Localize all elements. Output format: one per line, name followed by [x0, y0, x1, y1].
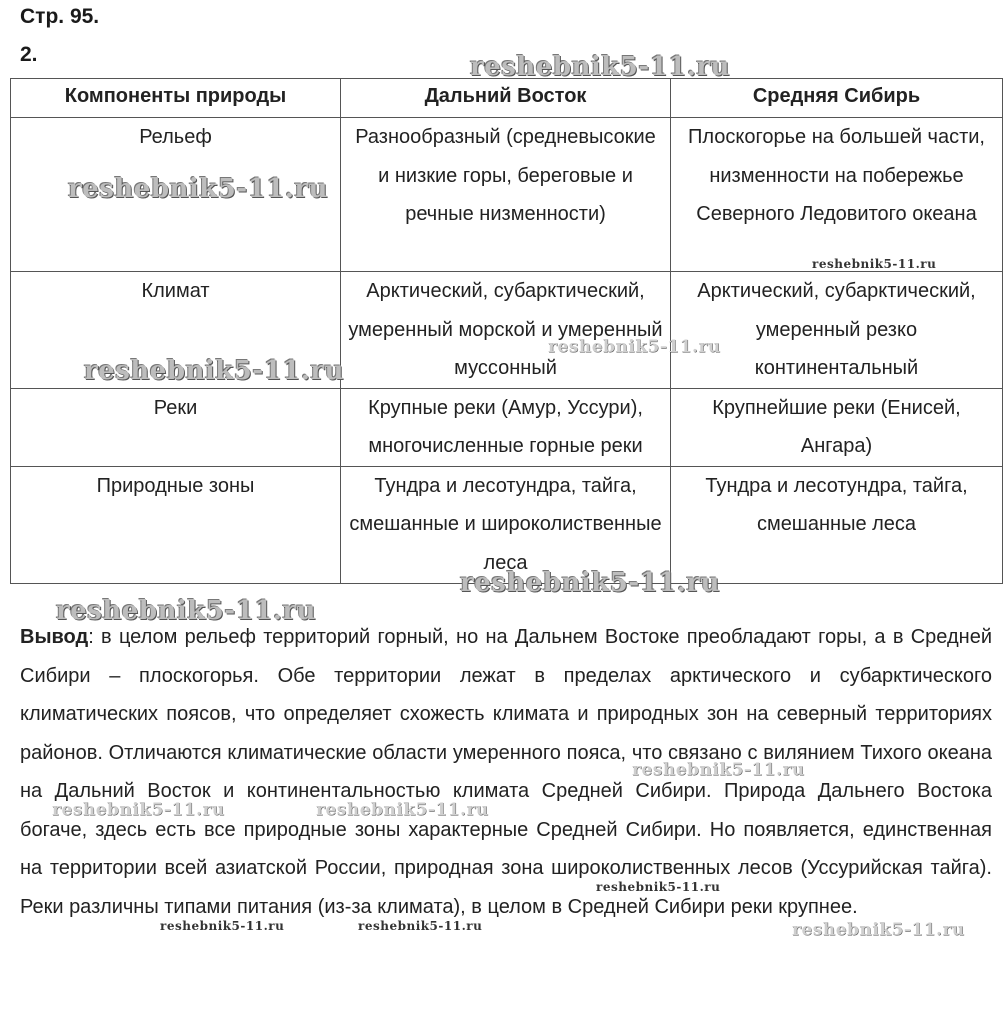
conclusion-paragraph: [20, 618, 992, 926]
watermark: reshebnik5-11.ru: [160, 919, 285, 933]
watermark: reshebnik5-11.ru: [632, 760, 805, 780]
column-header: Средняя Сибирь: [671, 79, 1003, 118]
comparison-table: [10, 78, 1003, 584]
watermark: reshebnik5-11.ru: [470, 52, 731, 82]
table-header-row: [11, 79, 1003, 118]
watermark: reshebnik5-11.ru: [56, 596, 317, 626]
table-cell: Тундра и лесотундра, тайга, смешанные и широколиственные леса: [341, 466, 671, 583]
table-cell: Природные зоны: [11, 466, 341, 583]
watermark: reshebnik5-11.ru: [812, 257, 937, 271]
table-row: [11, 272, 1003, 389]
table-cell: Плоскогорье на большей части, низменности на побережье Северного Ледовитого океана: [671, 118, 1003, 272]
table-row: [11, 466, 1003, 583]
watermark: reshebnik5-11.ru: [68, 174, 329, 204]
watermark: reshebnik5-11.ru: [596, 880, 721, 894]
watermark: reshebnik5-11.ru: [358, 919, 483, 933]
table-cell: Крупные реки (Амур, Уссури), многочисленные горные реки: [341, 388, 671, 466]
table-cell: Арктический, субарктический, умеренный морской и умеренный муссонный: [341, 272, 671, 389]
table-cell: Разнообразный (средневысокие и низкие горы, береговые и речные низменности): [341, 118, 671, 272]
watermark: reshebnik5-11.ru: [460, 568, 721, 598]
page-reference: Стр. 95.: [20, 5, 100, 28]
conclusion-text: : в целом рельеф территорий горный, но на Дальнем Востоке преобладают горы, а в Средней Сибири – плоскогорья. Обе территории лежат в пределах арктического и субарктического климатических поясов, что определяет схожесть климата и природных зон на северный территориях районов. Отличаются климатические области умеренного пояса, что связано с вилянием Тихого океана на Дальний Восток и континентальностью климата Средней Сибири. Природа Дальнего Востока богаче, здесь есть все природные зоны характерные Средней Сибири. Но появляется, единственная на территории всей азиатской России, природная зона широколиственных лесов (Уссурийская тайга). Реки различны типами питания (из-за климата), в целом в Средней Сибири реки крупнее.: [20, 626, 992, 918]
table-cell: Крупнейшие реки (Енисей, Ангара): [671, 388, 1003, 466]
table-cell: Климат: [11, 272, 341, 389]
table-cell: Арктический, субарктический, умеренный резко континентальный: [671, 272, 1003, 389]
table-cell: Рельеф: [11, 118, 341, 272]
watermark: reshebnik5-11.ru: [84, 356, 345, 386]
table-row: [11, 118, 1003, 272]
watermark: reshebnik5-11.ru: [792, 920, 965, 940]
table-cell: Тундра и лесотундра, тайга, смешанные леса: [671, 466, 1003, 583]
task-number: 2.: [20, 43, 38, 66]
watermark: reshebnik5-11.ru: [52, 800, 225, 820]
table-row: [11, 388, 1003, 466]
watermark: reshebnik5-11.ru: [316, 800, 489, 820]
conclusion-label: Вывод: [20, 626, 89, 648]
watermark: reshebnik5-11.ru: [548, 337, 721, 357]
table-cell: Реки: [11, 388, 341, 466]
column-header: Компоненты природы: [11, 79, 341, 118]
column-header: Дальний Восток: [341, 79, 671, 118]
